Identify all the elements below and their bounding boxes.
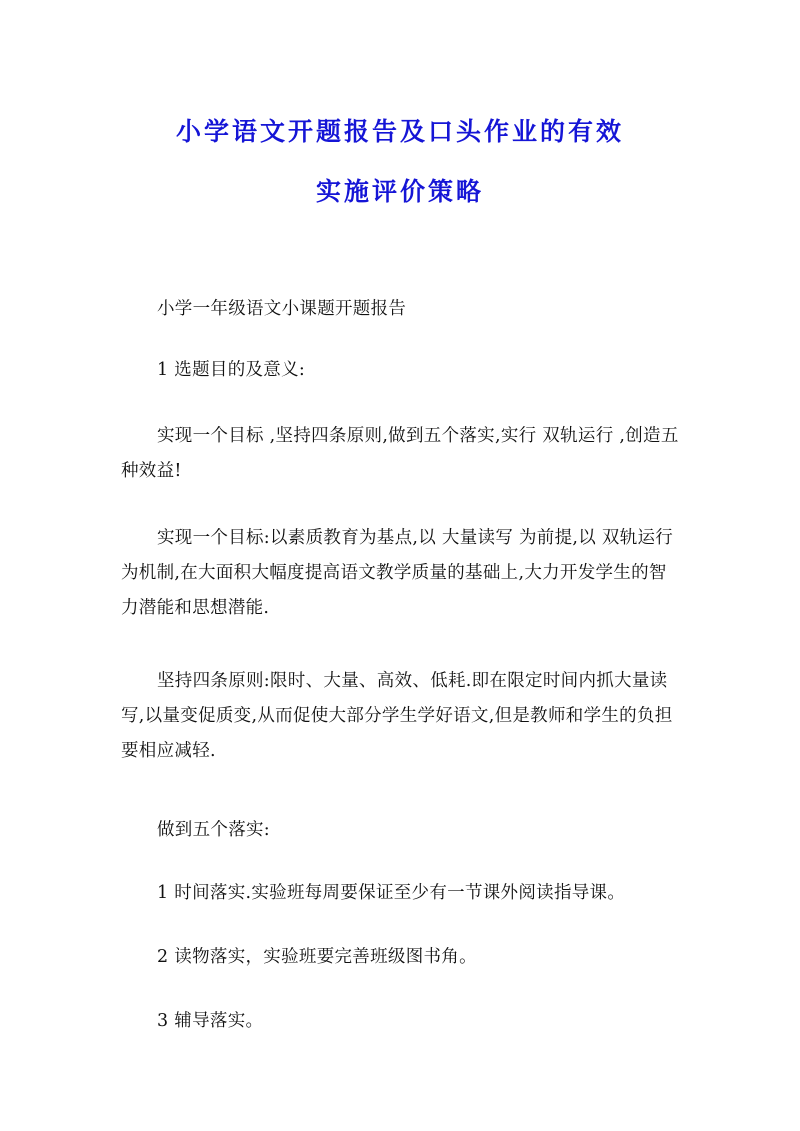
paragraph-principles: 坚持四条原则:限时、大量、高效、低耗.即在限定时间内抓大量读写,以量变促质变,从而促使大部分学生学好语文,但是教师和学生的负担要相应减轻. [121,671,673,761]
paragraph-goal: 实现一个目标:以素质教育为基点,以 大量读写 为前提,以 双轨运行 为机制,在大面积大幅度提高语文教学质量的基础上,大力开发学生的智力潜能和思想潜能. [121,528,674,618]
paragraph-summary: 实现一个目标 ,坚持四条原则,做到五个落实,实行 双轨运行 ,创造五种效益! [121,426,679,481]
list-item-time: 1 时间落实.实验班每周要保证至少有一节课外阅读指导课。 [157,883,626,903]
paragraph-section-heading: 1 选题目的及意义: [157,360,306,380]
list-item-reading-materials: 2 读物落实，实验班要完善班级图书角。 [157,947,477,967]
document-title-line-1: 小学语文开题报告及口头作业的有效 [175,117,624,146]
list-item-tutoring: 3 辅导落实。 [157,1011,264,1031]
paragraph-subtitle: 小学一年级语文小课题开题报告 [157,299,407,319]
paragraph-implementations-heading: 做到五个落实: [157,820,270,840]
document-title-line-2: 实施评价策略 [315,177,484,206]
